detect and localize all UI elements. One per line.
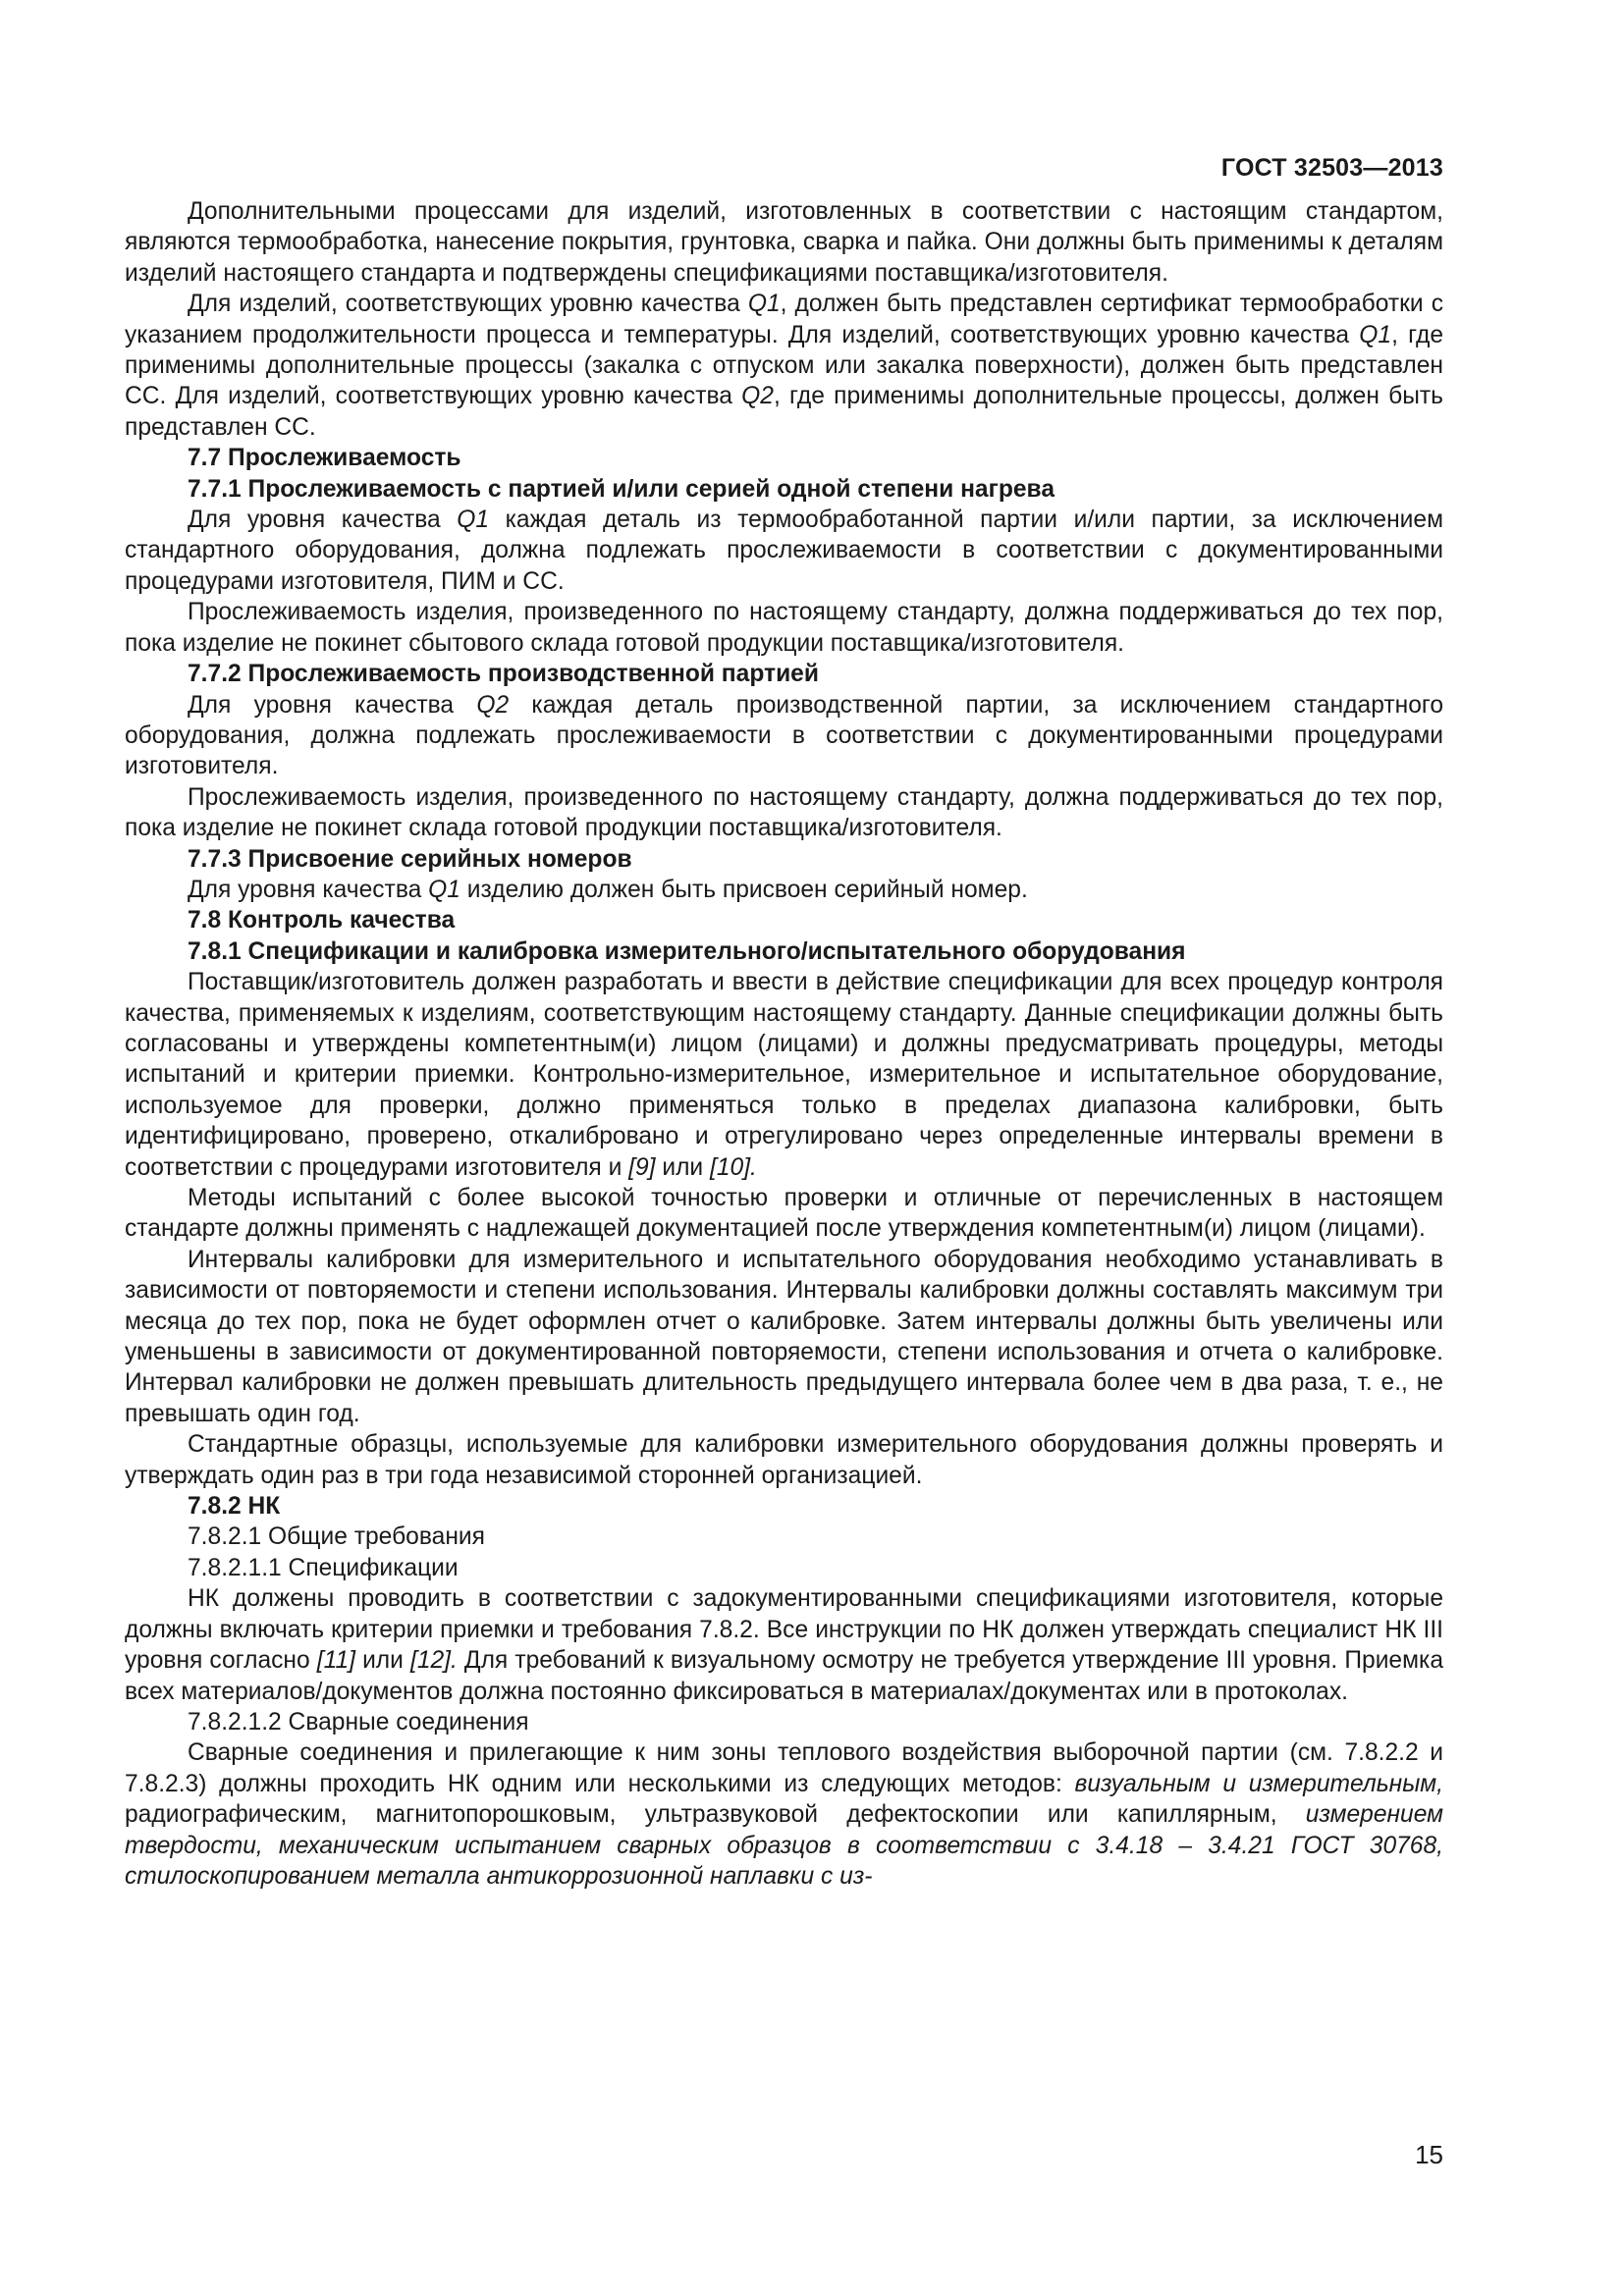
section-heading-7-7-2: 7.7.2 Прослеживаемость производственной партией	[188, 661, 819, 688]
paragraph-traceability-warehouse-2: Прослеживаемость изделия, произведенного по настоящему стандарту, должна поддерживаться до тех пор, пока изделие не покинет склада готовой продукции поставщика/изготовителя.	[125, 783, 1443, 842]
paragraph-ndt-specifications: НК должены проводить в соответствии с задокументированными спецификациями изготовителя, которые должны включать критерии приемки и требования 7.8.2. Все инструкции по НК должен утверждать специалист НК III уровня согласно [11] или [12]. Для требований к визуальному осмотру не требуется утверждение III уровня. Приемка всех материалов/документов должна постоянно фиксироваться в материалах/документах или в протоколах.	[125, 1585, 1443, 1705]
document-header: ГОСТ 32503—2013	[1220, 154, 1443, 182]
section-heading-7-8-1: 7.8.1 Спецификации и калибровка измерительного/испытательного оборудования	[188, 937, 1186, 965]
paragraph-serial-numbers: Для уровня качества Q1 изделию должен быть присвоен серийный номер.	[188, 876, 1028, 903]
paragraph-traceability-q1: Для уровня качества Q1 каждая деталь из термообработанной партии и/или партии, за исключением стандартного оборудования, должна подлежать прослеживаемости в соответствии с документированными процедурами изготовителя, ПИМ и СС.	[125, 507, 1443, 595]
section-heading-7-8-2: 7.8.2 НК	[188, 1493, 281, 1521]
paragraph-quality-control-specs: Поставщик/изготовитель должен разработать и ввести в действие спецификации для всех процедур контроля качества, применяемых к изделиям, соответствующим настоящему стандарту. Данные спецификации должны быть согласованы и утверждены компетентным(и) лицом (лицами) и должны предусматривать процедуры, методы испытаний и критерии приемки. Контрольно-измерительное, измерительное и испытательное оборудование, используемое для проверки, должно применяться только в пределах диапазона калибровки, быть идентифицировано, проверено, откалибровано и отрегулировано через определенные интервалы времени в соответствии с процедурами изготовителя и [9] или [10].	[125, 969, 1443, 1181]
section-heading-7-8: 7.8 Контроль качества	[188, 907, 456, 934]
paragraph-traceability-q2: Для уровня качества Q2 каждая деталь производственной партии, за исключением стандартного оборудования, должна подлежать прослеживаемости в соответствии с документированными процедурами изготовителя.	[125, 691, 1443, 780]
subsection-heading-7-8-2-1-1: 7.8.2.1.1 Спецификации	[188, 1554, 459, 1581]
paragraph-welded-joints: Сварные соединения и прилегающие к ним зоны теплового воздействия выборочной партии (см. 7.8.2.2 и 7.8.2.3) должны проходить НК одним или несколькими из следующих методов: визуальным и измерительным, радиографическим, магнитопорошковым, ультразвуковой дефектоскопии или капиллярным, измерением твердости, механическим испытанием сварных образцов в соответствии с 3.4.18 – 3.4.21 ГОСТ 30768, стилоскопированием металла антикоррозионной наплавки с из-	[125, 1739, 1443, 1890]
paragraph-traceability-warehouse: Прослеживаемость изделия, произведенного по настоящему стандарту, должна поддерживаться до тех пор, пока изделие не покинет сбытового склада готовой продукции поставщика/изготовителя.	[125, 599, 1443, 657]
paragraph-reference-samples: Стандартные образцы, используемые для калибровки измерительного оборудования должны проверять и утверждать один раз в три года независимой сторонней организацией.	[125, 1431, 1443, 1489]
subsection-heading-7-8-2-1-2: 7.8.2.1.2 Сварные соединения	[188, 1708, 529, 1735]
section-heading-7-7-3: 7.7.3 Присвоение серийных номеров	[188, 845, 632, 873]
page-number: 15	[1415, 2140, 1443, 2169]
document-body	[125, 196, 1443, 1892]
section-heading-7-7: 7.7 Прослеживаемость	[188, 445, 461, 472]
subsection-heading-7-8-2-1: 7.8.2.1 Общие требования	[188, 1523, 485, 1551]
paragraph-heat-treatment-certificate: Для изделий, соответствующих уровню качества Q1, должен быть представлен сертификат термообработки с указанием продолжительности процесса и температуры. Для изделий, соответствующих уровню качества Q1, где применимы дополнительные процессы (закалка с отпуском или закалка поверхности), должен быть представлен СС. Для изделий, соответствующих уровню качества Q2, где применимы дополнительные процессы, должен быть представлен СС.	[125, 291, 1443, 441]
paragraph-test-methods: Методы испытаний с более высокой точностью проверки и отличные от перечисленных в настоящем стандарте должны применять с надлежащей документацией после утверждения компетентным(и) лицом (лицами).	[125, 1185, 1443, 1243]
paragraph-calibration-intervals: Интервалы калибровки для измерительного и испытательного оборудования необходимо устанавливать в зависимости от повторяемости и степени использования. Интервалы калибровки должны составлять максимум три месяца до тех пор, пока не будет оформлен отчет о калибровке. Затем интервалы должны быть увеличены или уменьшены в зависимости от документированной повторяемости, степени использования и отчета о калибровке. Интервал калибровки не должен превышать длительность предыдущего интервала более чем в два раза, т. е., не превышать один год.	[125, 1246, 1443, 1427]
section-heading-7-7-1: 7.7.1 Прослеживаемость с партией и/или серией одной степени нагрева	[188, 475, 1055, 503]
paragraph-additional-processes: Дополнительными процессами для изделий, изготовленных в соответствии с настоящим стандартом, являются термообработка, нанесение покрытия, грунтовка, сварка и пайка. Они должны быть применимы к деталям изделий настоящего стандарта и подтверждены спецификациями поставщика/изготовителя.	[125, 198, 1443, 287]
